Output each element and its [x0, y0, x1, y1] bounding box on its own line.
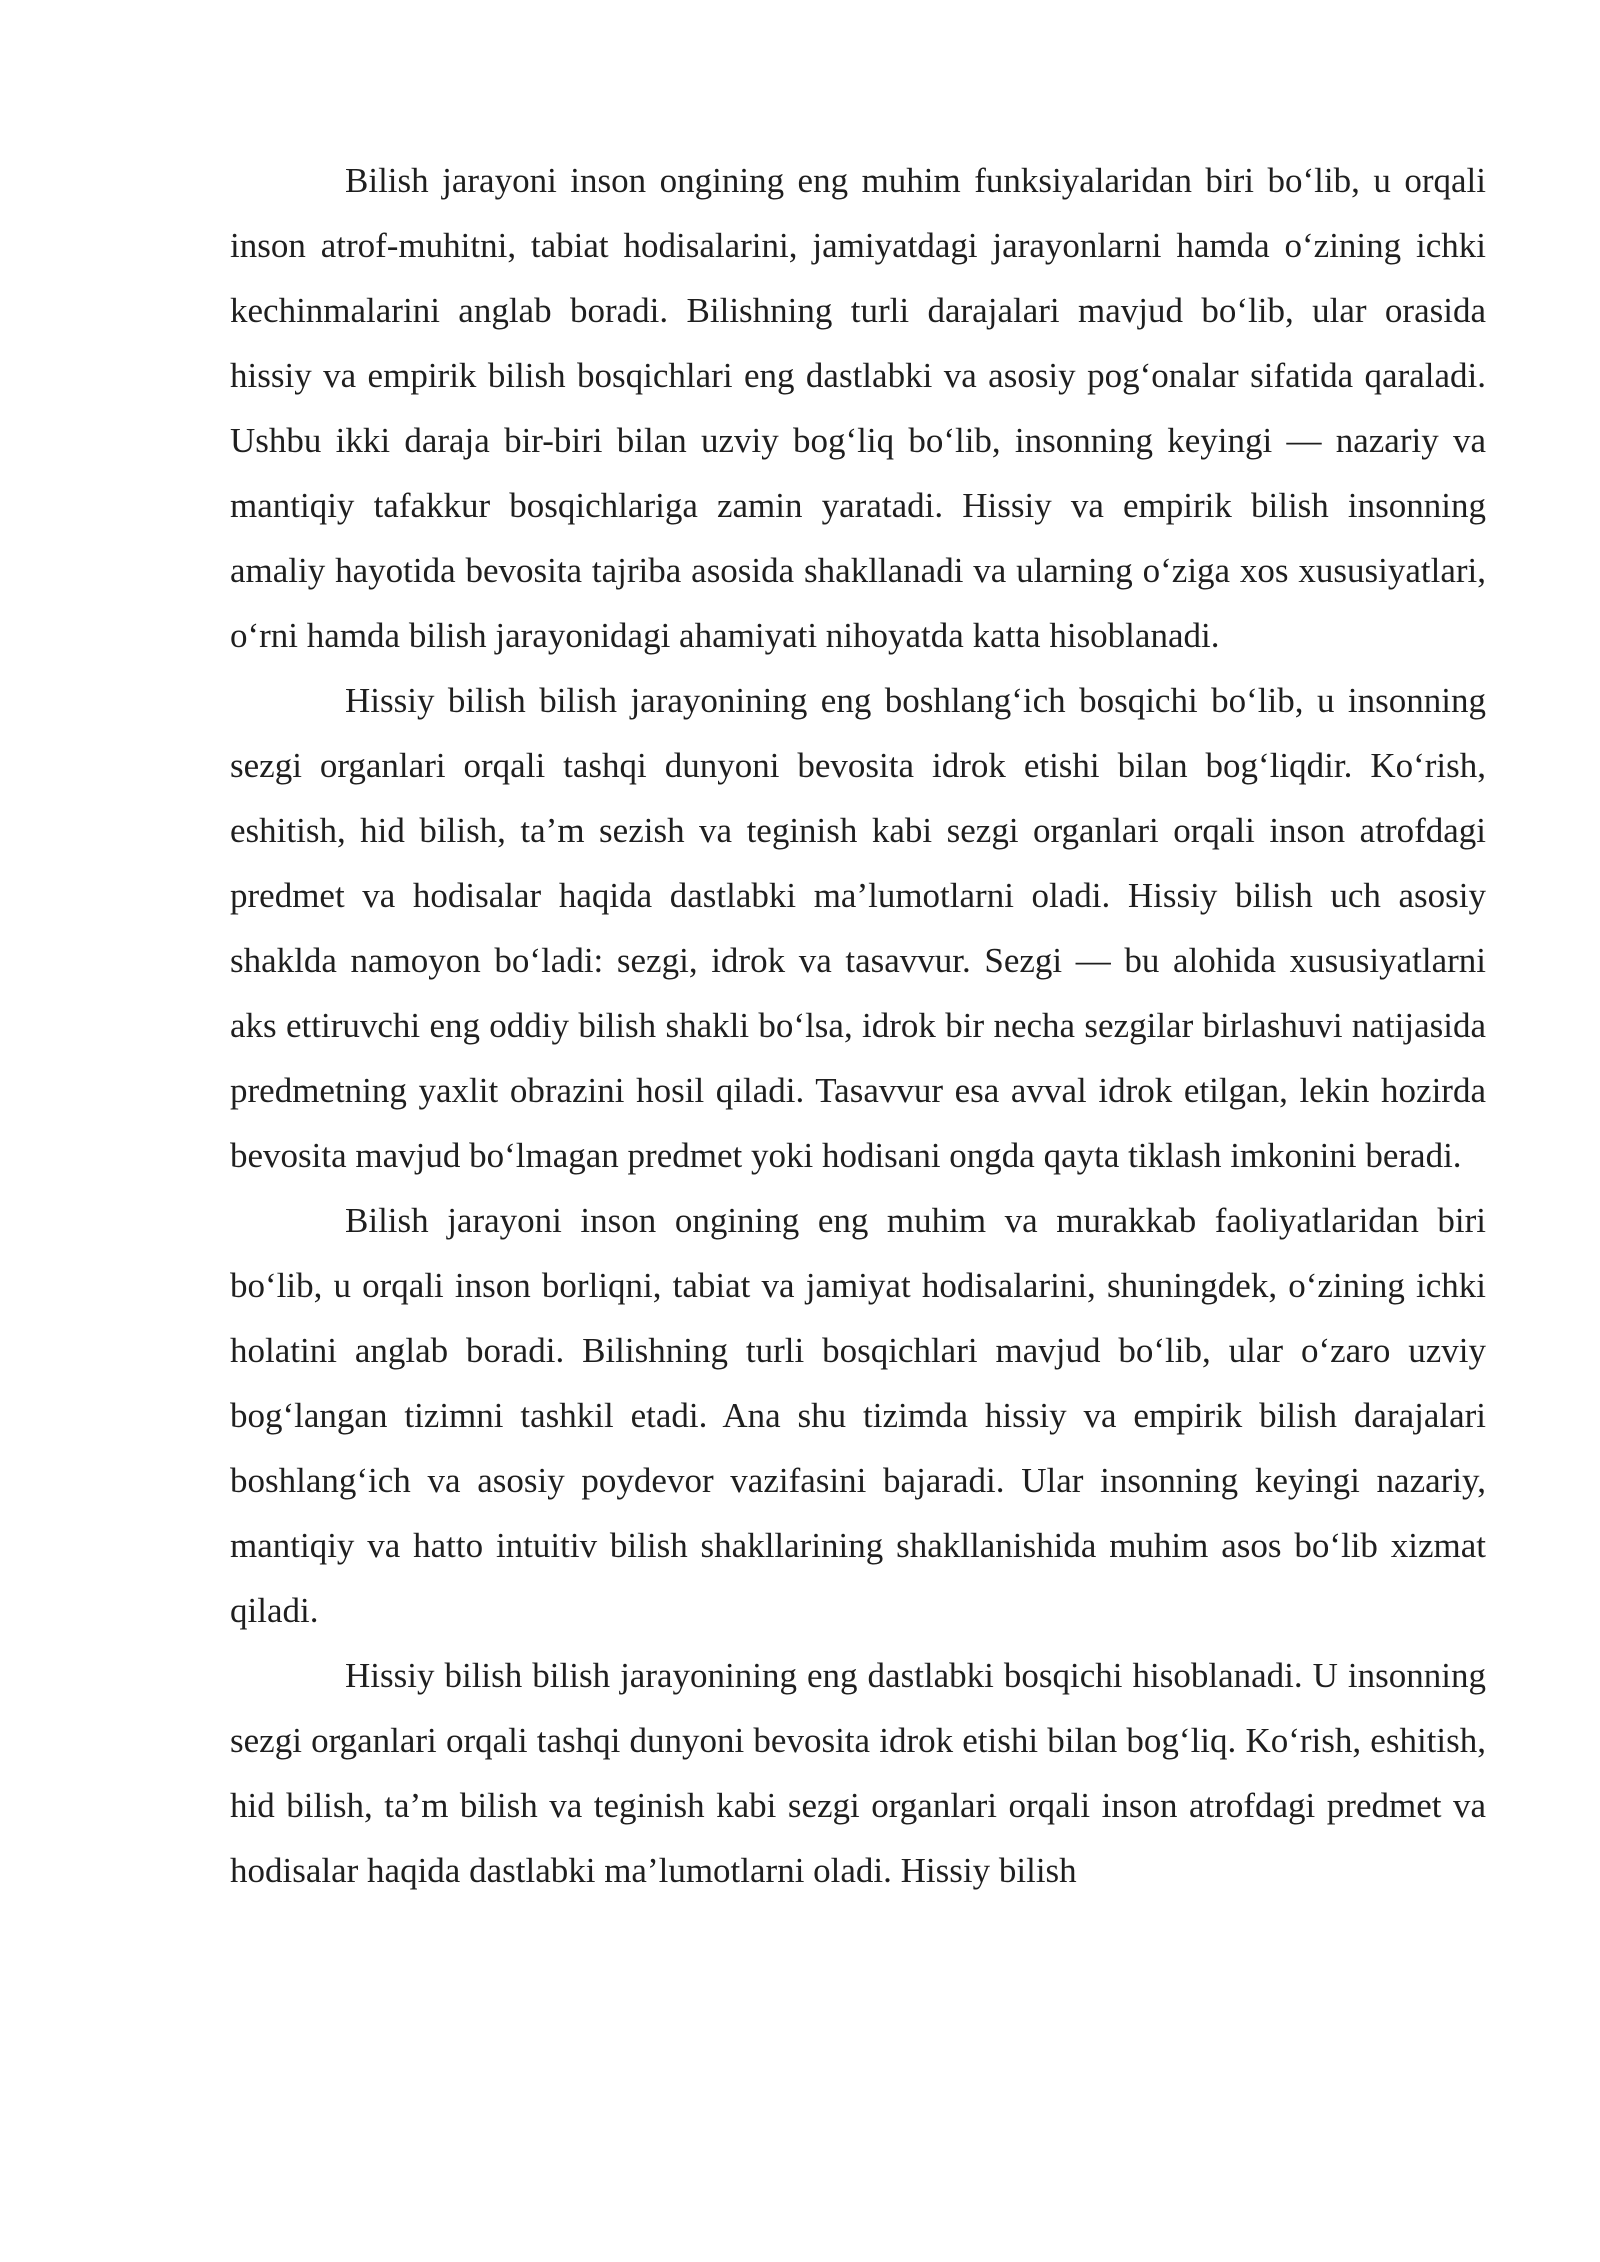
paragraph-2: Hissiy bilish bilish jarayonining eng boshlang‘ich bosqichi bo‘lib, u insonning sezgi organlari orqali tashqi dunyoni bevosita idrok etishi bilan bog‘liqdir. Ko‘rish, eshitish, hid bilish, ta’m sezish va teginish kabi sezgi organlari orqali inson atrofdagi predmet va hodisalar haqida dastlabki ma’lumotlarni oladi. Hissiy bilish uch asosiy shaklda namoyon bo‘ladi: sezgi, idrok va tasavvur. Sezgi — bu alohida xususiyatlarni aks ettiruvchi eng oddiy bilish shakli bo‘lsa, idrok bir necha sezgilar birlashuvi natijasida predmetning yaxlit obrazini hosil qiladi. Tasavvur esa avval idrok etilgan, lekin hozirda bevosita mavjud bo‘lmagan predmet yoki hodisani ongda qayta tiklash imkonini beradi. [230, 681, 1486, 1175]
document-body [230, 148, 1486, 1903]
paragraph-1: Bilish jarayoni inson ongining eng muhim funksiyalaridan biri bo‘lib, u orqali inson atrof-muhitni, tabiat hodisalarini, jamiyatdagi jarayonlarni hamda o‘zining ichki kechinmalarini anglab boradi. Bilishning turli darajalari mavjud bo‘lib, ular orasida hissiy va empirik bilish bosqichlari eng dastlabki va asosiy pog‘onalar sifatida qaraladi. Ushbu ikki daraja bir-biri bilan uzviy bog‘liq bo‘lib, insonning keyingi — nazariy va mantiqiy tafakkur bosqichlariga zamin yaratadi. Hissiy va empirik bilish insonning amaliy hayotida bevosita tajriba asosida shakllanadi va ularning o‘ziga xos xususiyatlari, o‘rni hamda bilish jarayonidagi ahamiyati nihoyatda katta hisoblanadi. [230, 161, 1486, 655]
paragraph-4: Hissiy bilish bilish jarayonining eng dastlabki bosqichi hisoblanadi. U insonning sezgi organlari orqali tashqi dunyoni bevosita idrok etishi bilan bog‘liq. Ko‘rish, eshitish, hid bilish, ta’m bilish va teginish kabi sezgi organlari orqali inson atrofdagi predmet va hodisalar haqida dastlabki ma’lumotlarni oladi. Hissiy bilish [230, 1656, 1486, 1890]
paragraph-3: Bilish jarayoni inson ongining eng muhim va murakkab faoliyatlaridan biri bo‘lib, u orqali inson borliqni, tabiat va jamiyat hodisalarini, shuningdek, o‘zining ichki holatini anglab boradi. Bilishning turli bosqichlari mavjud bo‘lib, ular o‘zaro uzviy bog‘langan tizimni tashkil etadi. Ana shu tizimda hissiy va empirik bilish darajalari boshlang‘ich va asosiy poydevor vazifasini bajaradi. Ular insonning keyingi nazariy, mantiqiy va hatto intuitiv bilish shakllarining shakllanishida muhim asos bo‘lib xizmat qiladi. [230, 1201, 1486, 1630]
